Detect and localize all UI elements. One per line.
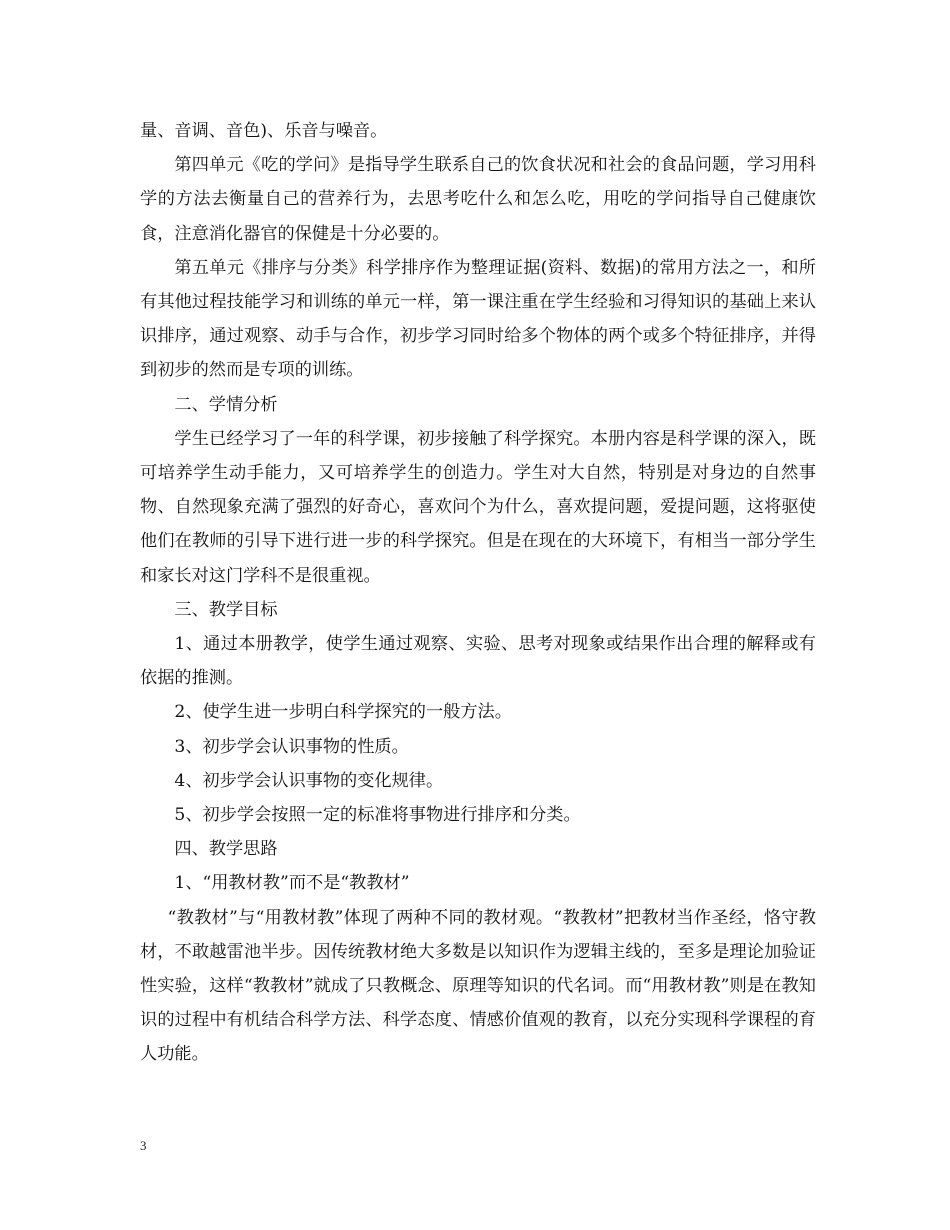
goal-item-5: 5、初步学会按照一定的标准将事物进行排序和分类。 [174,805,581,826]
paragraph-unit5: 第五单元《排序与分类》科学排序作为整理证据(资料、数据)的常用方法之一，和所有其他过程技能学习和训练的单元一样，第一课注重在学生经验和习得知识的基础上来认识排序，通过观察、动手与合作，初步学习同时给多个物体的两个或多个特征排序，并得到初步的然而是专项的训练。 [140,257,816,381]
paragraph-unit4: 第四单元《吃的学问》是指导学生联系自己的饮食状况和社会的食品问题，学习用科学的方法去衡量自己的营养行为，去思考吃什么和怎么吃，用吃的学问指导自己健康饮食，注意消化器官的保健是十分必要的。 [140,155,816,244]
paragraph-student-analysis: 学生已经学习了一年的科学课，初步接触了科学探究。本册内容是科学课的深入，既可培养学生动手能力，又可培养学生的创造力。学生对大自然，特别是对身边的自然事物、自然现象充满了强烈的好奇心，喜欢问个为什么，喜欢提问题，爱提问题，这将驱使他们在教师的引导下进行进一步的科学探究。但是在现在的大环境下，有相当一部分学生和家长对这门学科不是很重视。 [140,428,816,586]
heading-teaching-goals: 三、教学目标 [174,599,278,620]
goal-item-1: 1、通过本册教学，使学生通过观察、实验、思考对现象或结果作出合理的解释或有依据的推测。 [140,634,816,689]
paragraph-textbook-views: “教教材”与“用教材教”体现了两种不同的教材观。“教教材”把教材当作圣经，恪守教材，不敢越雷池半步。因传统教材绝大多数是以知识作为逻辑主线的，至多是理论加验证性实验，这样“教教材”就成了只教概念、原理等知识的代名词。而“用教材教”则是在教知识的过程中有机结合科学方法、科学态度、情感价值观的教育，以充分实现科学课程的育人功能。 [140,907,816,1065]
goal-item-2: 2、使学生进一步明白科学探究的一般方法。 [174,702,512,723]
document-body [140,114,816,1072]
goal-item-4: 4、初步学会认识事物的变化规律。 [174,770,444,791]
heading-teaching-approach: 四、教学思路 [174,839,278,860]
paragraph-unit3-tail: 量、音调、音色)、乐音与噪音。 [140,121,388,141]
subheading-use-textbook: 1、“用教材教”而不是“教教材” [174,873,410,894]
page-number: 3 [140,1138,147,1153]
goal-item-3: 3、初步学会认识事物的性质。 [174,736,409,757]
heading-student-analysis: 二、学情分析 [174,394,278,415]
